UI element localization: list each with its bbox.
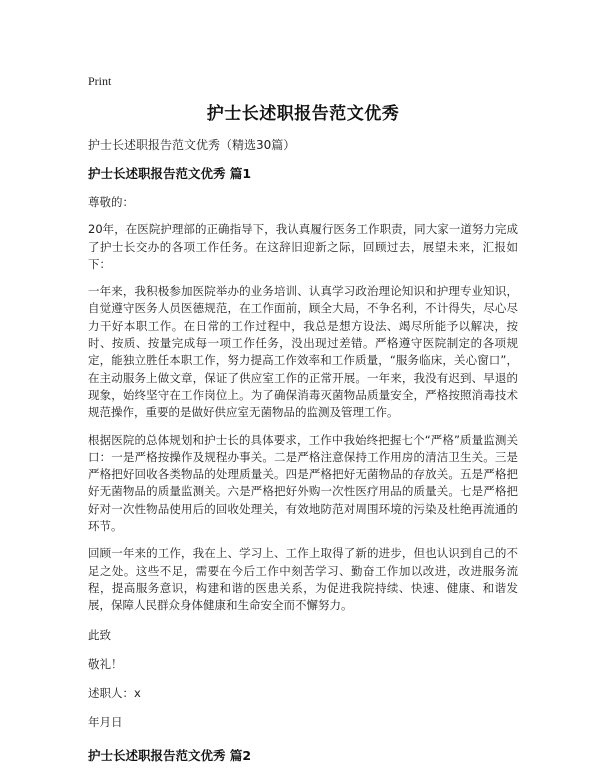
paragraph-work-summary: 一年来，我积极参加医院举办的业务培训、认真学习政治理论知识和护理专业知识，自觉遵守医务人员医德规范，在工作面前，顾全大局，不争名利，不计得失，尽心尽力干好本职工作。在日常的工作过程中，我总是想方设法、竭尽所能予以解决，按时、按质、按量完成每一项工作任务，没出现过差错。严格遵守医院制定的各项规定，能独立胜任本职工作，努力提高工作效率和工作质量，“服务临床，关心窗口”，在主动服务上做文章，保证了供应室工作的正常开展。一年来，我没有迟到、早退的现象，始终坚守在工作岗位上。为了确保消毒灭菌物品质量安全，严格按照消毒技术规范操作，重要的是做好供应室无菌物品的监测及管理工作。 <box>88 284 518 420</box>
closing-salute: 敬礼！ <box>88 656 123 671</box>
print-link[interactable]: Print <box>88 74 112 88</box>
report-date: 年月日 <box>88 715 123 730</box>
section-heading-2: 护士长述职报告范文优秀 篇2 <box>88 747 252 763</box>
paragraph-quality-control: 根据医院的总体规划和护士长的具体要求，工作中我始终把握七个“严格”质量监测关口：一是严格按操作及规程办事关。二是严格注意保持工作用房的清洁卫生关。三是严格把好回收各类物品的处理质量关。四是严格把好无菌物品的存放关。五是严格把好无菌物品的质量监测关。六是严格把好外购一次性医疗用品的质量关。七是严格把好对一次性物品使用后的回收处理关，有效地防范对周围环境的污染及杜绝再流通的环节。 <box>88 432 518 534</box>
paragraph-review: 回顾一年来的工作，我在上、学习上、工作上取得了新的进步，但也认识到自己的不足之处。这些不足，需要在今后工作中刻苦学习、勤奋工作加以改进，改进服务流程，提高服务意识，构建和谐的医患关系，为促进我院持续、快速、健康、和谐发展，保障人民群众身体健康和生命安全而不懈努力。 <box>88 546 518 613</box>
page-title: 护士长述职报告范文优秀 <box>206 104 400 124</box>
document-subtitle: 护士长述职报告范文优秀（精选30篇） <box>88 138 296 152</box>
document-page <box>88 72 518 766</box>
salutation: 尊敬的： <box>88 195 134 209</box>
closing-regards: 此致 <box>88 627 111 642</box>
paragraph-intro: 20年，在医院护理部的正确指导下，我认真履行医务工作职责，同大家一道努力完成了护士长交办的各项工作任务。在这辞旧迎新之际，回顾过去，展望未来，汇报如下： <box>88 222 518 271</box>
section-heading-1: 护士长述职报告范文优秀 篇1 <box>88 166 252 181</box>
reporter-signature: 述职人：x <box>88 686 141 701</box>
